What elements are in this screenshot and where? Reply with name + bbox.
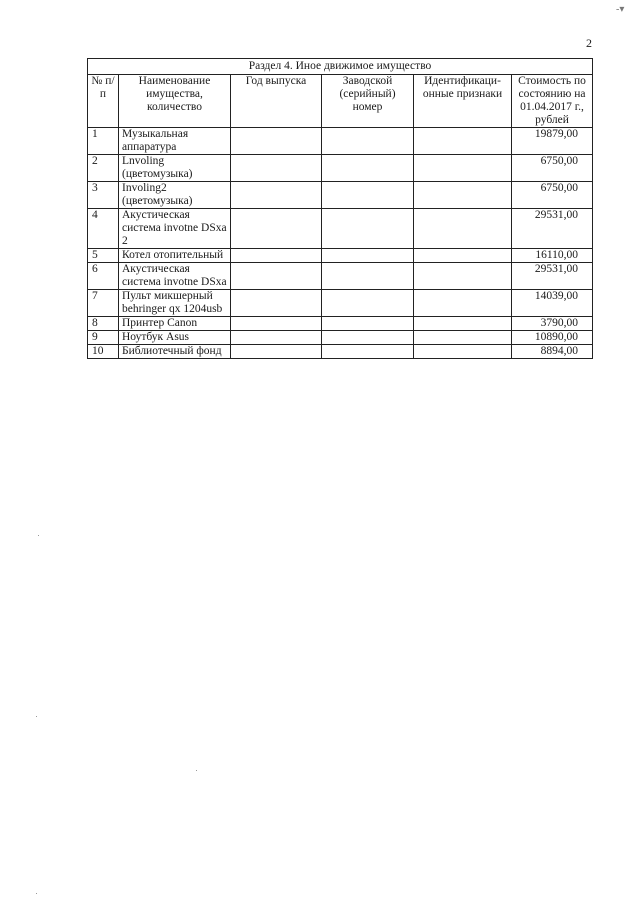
cell-num: 4 [88,209,119,249]
cell-serial [322,155,414,182]
cell-ident [414,263,512,290]
cell-year [231,345,322,359]
cell-year [231,155,322,182]
section-title-row [88,59,593,75]
cell-cost: 6750,00 [512,155,593,182]
cell-serial [322,263,414,290]
cell-year [231,263,322,290]
cell-year [231,317,322,331]
cell-name: Библиотечный фонд [119,345,231,359]
cell-cost: 19879,00 [512,128,593,155]
cell-cost: 3790,00 [512,317,593,331]
page-number: 2 [586,36,592,50]
cell-num: 2 [88,155,119,182]
cell-serial [322,290,414,317]
table-row [88,249,593,263]
cell-serial [322,345,414,359]
cell-ident [414,155,512,182]
col-header-number: № п/п [88,75,119,128]
cell-name: Lnvoling (цветомузыка) [119,155,231,182]
cell-year [231,182,322,209]
cell-ident [414,317,512,331]
cell-num: 9 [88,331,119,345]
cell-serial [322,128,414,155]
col-header-year: Год выпуска [231,75,322,128]
cell-ident [414,182,512,209]
cell-name: Ноутбук Asus [119,331,231,345]
cell-cost: 14039,00 [512,290,593,317]
cell-ident [414,209,512,249]
cell-serial [322,209,414,249]
cell-name: Музыкальная аппаратура [119,128,231,155]
cell-serial [322,317,414,331]
scan-speck [36,893,37,894]
cell-name: Involing2 (цветомузыка) [119,182,231,209]
table-row [88,155,593,182]
cell-name: Принтер Canon [119,317,231,331]
cell-num: 3 [88,182,119,209]
cell-name: Пульт микшерный behringer qx 1204usb [119,290,231,317]
table-row [88,290,593,317]
cell-ident [414,345,512,359]
scan-speck [38,535,39,536]
cell-cost: 8894,00 [512,345,593,359]
table-row [88,263,593,290]
cell-year [231,249,322,263]
cell-year [231,290,322,317]
property-table [87,58,593,359]
table-row [88,317,593,331]
table-row [88,209,593,249]
cell-serial [322,249,414,263]
cell-name: Акустическая система invotne DSxa 2 [119,209,231,249]
table-row [88,182,593,209]
scan-speck [36,716,37,717]
col-header-ident: Идентификаци-онные признаки [414,75,512,128]
cell-year [231,128,322,155]
cell-year [231,209,322,249]
header-row [88,75,593,128]
cell-name: Котел отопительный [119,249,231,263]
cell-num: 6 [88,263,119,290]
cell-num: 1 [88,128,119,155]
col-header-name: Наименование имущества, количество [119,75,231,128]
cell-ident [414,290,512,317]
cell-num: 7 [88,290,119,317]
cell-num: 5 [88,249,119,263]
cell-cost: 10890,00 [512,331,593,345]
table-row [88,345,593,359]
corner-mark: -▾ [616,4,625,15]
scan-speck [196,770,197,771]
cell-serial [322,331,414,345]
table-row [88,331,593,345]
cell-num: 10 [88,345,119,359]
cell-ident [414,249,512,263]
cell-cost: 16110,00 [512,249,593,263]
cell-serial [322,182,414,209]
cell-cost: 29531,00 [512,209,593,249]
col-header-cost: Стоимость по состоянию на 01.04.2017 г., рублей [512,75,593,128]
table-body [88,128,593,359]
cell-cost: 6750,00 [512,182,593,209]
cell-ident [414,128,512,155]
col-header-serial: Заводской (серийный) номер [322,75,414,128]
section-title: Раздел 4. Иное движимое имущество [88,59,593,75]
cell-cost: 29531,00 [512,263,593,290]
cell-num: 8 [88,317,119,331]
table-row [88,128,593,155]
cell-name: Акустическая система invotne DSxa [119,263,231,290]
cell-year [231,331,322,345]
cell-ident [414,331,512,345]
